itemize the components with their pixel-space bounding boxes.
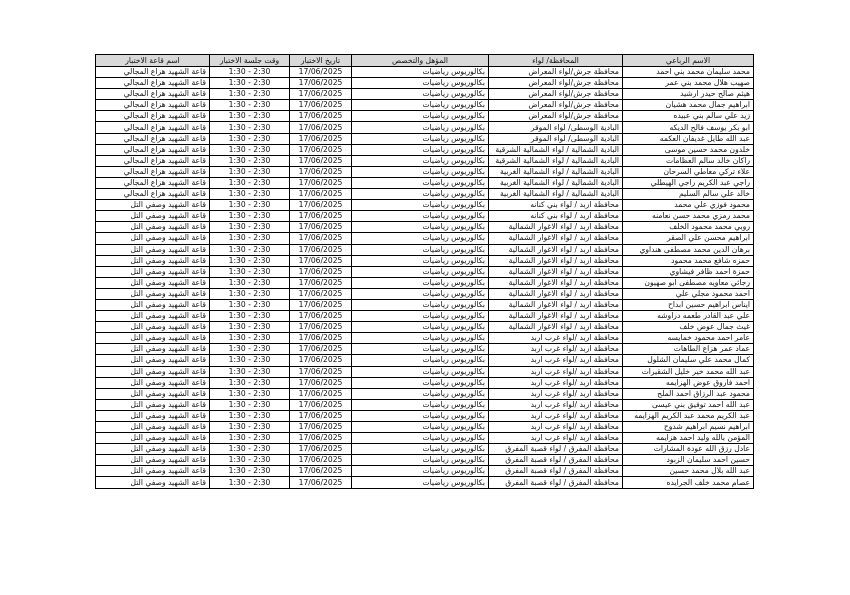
governorate-cell: محافظة اربد / لواء الاغوار الشمالية: [489, 288, 623, 299]
exam-hall-cell: قاعة الشهيد وصفي التل: [96, 355, 210, 366]
governorate-cell: محافظة اربد / لواء الاغوار الشمالية: [489, 222, 623, 233]
exam-date-cell: 17/06/2025: [290, 266, 352, 277]
exam-hall-cell: قاعة الشهيد وصفي التل: [96, 410, 210, 421]
table-row: [96, 189, 754, 200]
exam-date-cell: 17/06/2025: [290, 166, 352, 177]
full-name-cell: راجي عبد الكريم راجي الهيطلي: [623, 177, 754, 188]
full-name-cell: برهان الدين محمد مصطفى هنداوي: [623, 244, 754, 255]
exam-hall-cell: قاعة الشهيد وصفي التل: [96, 200, 210, 211]
governorate-cell: محافظة اربد / لواء الاغوار الشمالية: [489, 244, 623, 255]
exam-hall-cell: قاعة الشهيد هزاع المجالي: [96, 78, 210, 89]
governorate-cell: محافظة اربد / لواء بني كنانه: [489, 211, 623, 222]
full-name-cell: صهيب هلال محمد بني عمر: [623, 78, 754, 89]
governorate-cell: محافظة اربد /لواء غرب اربد: [489, 355, 623, 366]
session-time-cell: 2:30 - 1:30: [210, 111, 290, 122]
header-exam-date: تاريخ الاختبار: [290, 55, 352, 67]
qualification-cell: بكالوريوس رياضيات: [352, 311, 489, 322]
full-name-cell: محمد رمزي محمد حسن نعامنه: [623, 211, 754, 222]
table-row: [96, 355, 754, 366]
full-name-cell: علاء تركي معاطي السرحان: [623, 166, 754, 177]
full-name-cell: علي عبد القادر طعمه دراوشه: [623, 311, 754, 322]
table-row: [96, 233, 754, 244]
exam-date-cell: 17/06/2025: [290, 455, 352, 466]
exam-hall-cell: قاعة الشهيد وصفي التل: [96, 422, 210, 433]
governorate-cell: محافظة اربد / لواء الاغوار الشمالية: [489, 233, 623, 244]
session-time-cell: 2:30 - 1:30: [210, 277, 290, 288]
qualification-cell: بكالوريوس رياضيات: [352, 399, 489, 410]
session-time-cell: 2:30 - 1:30: [210, 422, 290, 433]
session-time-cell: 2:30 - 1:30: [210, 311, 290, 322]
exam-date-cell: 17/06/2025: [290, 355, 352, 366]
exam-date-cell: 17/06/2025: [290, 322, 352, 333]
table-row: [96, 78, 754, 89]
exam-date-cell: 17/06/2025: [290, 133, 352, 144]
table-row: [96, 100, 754, 111]
exam-hall-cell: قاعة الشهيد وصفي التل: [96, 366, 210, 377]
governorate-cell: محافظة المفرق / لواء قصبة المفرق: [489, 477, 623, 488]
table-body: [96, 67, 754, 489]
exam-date-cell: 17/06/2025: [290, 233, 352, 244]
governorate-cell: البادية الشمالية / لواء الشمالية الغربية: [489, 177, 623, 188]
full-name-cell: عبد الله طايل غديفان العكمه: [623, 133, 754, 144]
exam-hall-cell: قاعة الشهيد هزاع المجالي: [96, 155, 210, 166]
qualification-cell: بكالوريوس رياضيات: [352, 133, 489, 144]
governorate-cell: محافظة جرش/لواء المعراض: [489, 89, 623, 100]
qualification-cell: بكالوريوس رياضيات: [352, 233, 489, 244]
exam-date-cell: 17/06/2025: [290, 155, 352, 166]
qualification-cell: بكالوريوس رياضيات: [352, 433, 489, 444]
qualification-cell: بكالوريوس رياضيات: [352, 122, 489, 133]
governorate-cell: محافظة اربد / لواء الاغوار الشمالية: [489, 322, 623, 333]
exam-date-cell: 17/06/2025: [290, 333, 352, 344]
table-row: [96, 311, 754, 322]
governorate-cell: البادية الشمالية / لواء الشمالية الشرقية: [489, 144, 623, 155]
governorate-cell: البادية الوسطى/ لواء الموقر: [489, 133, 623, 144]
full-name-cell: عامر احمد محمود خمايسه: [623, 333, 754, 344]
exam-hall-cell: قاعة الشهيد وصفي التل: [96, 288, 210, 299]
exam-date-cell: 17/06/2025: [290, 410, 352, 421]
exam-date-cell: 17/06/2025: [290, 344, 352, 355]
session-time-cell: 2:30 - 1:30: [210, 166, 290, 177]
exam-hall-cell: قاعة الشهيد هزاع المجالي: [96, 67, 210, 78]
governorate-cell: محافظة اربد /لواء غرب اربد: [489, 377, 623, 388]
session-time-cell: 2:30 - 1:30: [210, 433, 290, 444]
exam-hall-cell: قاعة الشهيد هزاع المجالي: [96, 166, 210, 177]
table-row: [96, 222, 754, 233]
governorate-cell: محافظة اربد /لواء غرب اربد: [489, 333, 623, 344]
exam-hall-cell: قاعة الشهيد وصفي التل: [96, 455, 210, 466]
qualification-cell: بكالوريوس رياضيات: [352, 366, 489, 377]
full-name-cell: غيث جمال عوض خلف: [623, 322, 754, 333]
governorate-cell: محافظة اربد / لواء بني كنانه: [489, 200, 623, 211]
exam-hall-cell: قاعة الشهيد هزاع المجالي: [96, 189, 210, 200]
full-name-cell: عماد عمر هزاع الطاهات: [623, 344, 754, 355]
governorate-cell: محافظة المفرق / لواء قصبة المفرق: [489, 444, 623, 455]
governorate-cell: محافظة جرش/لواء المعراض: [489, 111, 623, 122]
session-time-cell: 2:30 - 1:30: [210, 144, 290, 155]
full-name-cell: محمود فوزي علي محمد: [623, 200, 754, 211]
table-row: [96, 333, 754, 344]
session-time-cell: 2:30 - 1:30: [210, 89, 290, 100]
full-name-cell: عبد الكريم محمد عبد الكريم الهزايمه: [623, 410, 754, 421]
governorate-cell: محافظة اربد / لواء الاغوار الشمالية: [489, 277, 623, 288]
table-row: [96, 433, 754, 444]
exam-date-cell: 17/06/2025: [290, 111, 352, 122]
governorate-cell: محافظة جرش/لواء المعراض: [489, 67, 623, 78]
exam-date-cell: 17/06/2025: [290, 433, 352, 444]
exam-date-cell: 17/06/2025: [290, 388, 352, 399]
exam-hall-cell: قاعة الشهيد وصفي التل: [96, 222, 210, 233]
session-time-cell: 2:30 - 1:30: [210, 155, 290, 166]
table-row: [96, 211, 754, 222]
exam-date-cell: 17/06/2025: [290, 288, 352, 299]
exam-schedule-table: [95, 54, 754, 489]
table-row: [96, 477, 754, 488]
full-name-cell: المؤمن بالله وليد احمد هزايمه: [623, 433, 754, 444]
exam-hall-cell: قاعة الشهيد وصفي التل: [96, 388, 210, 399]
qualification-cell: بكالوريوس رياضيات: [352, 288, 489, 299]
exam-hall-cell: قاعة الشهيد هزاع المجالي: [96, 122, 210, 133]
exam-hall-cell: قاعة الشهيد وصفي التل: [96, 311, 210, 322]
qualification-cell: بكالوريوس رياضيات: [352, 200, 489, 211]
governorate-cell: البادية الشمالية / لواء الشمالية الشرقية: [489, 155, 623, 166]
governorate-cell: محافظة جرش/لواء المعراض: [489, 78, 623, 89]
exam-hall-cell: قاعة الشهيد هزاع المجالي: [96, 133, 210, 144]
session-time-cell: 2:30 - 1:30: [210, 388, 290, 399]
exam-date-cell: 17/06/2025: [290, 222, 352, 233]
full-name-cell: محمود عبد الرزاق احمد الملح: [623, 388, 754, 399]
exam-date-cell: 17/06/2025: [290, 277, 352, 288]
exam-hall-cell: قاعة الشهيد وصفي التل: [96, 244, 210, 255]
full-name-cell: حسين احمد سليمان الزبود: [623, 455, 754, 466]
table-row: [96, 466, 754, 477]
header-exam-hall: اسم قاعة الاختبار: [96, 55, 210, 67]
session-time-cell: 2:30 - 1:30: [210, 477, 290, 488]
qualification-cell: بكالوريوس رياضيات: [352, 111, 489, 122]
full-name-cell: محمد سليمان محمد بني احمد: [623, 67, 754, 78]
governorate-cell: محافظة اربد /لواء غرب اربد: [489, 366, 623, 377]
exam-date-cell: 17/06/2025: [290, 477, 352, 488]
session-time-cell: 2:30 - 1:30: [210, 410, 290, 421]
session-time-cell: 2:30 - 1:30: [210, 67, 290, 78]
exam-hall-cell: قاعة الشهيد وصفي التل: [96, 433, 210, 444]
session-time-cell: 2:30 - 1:30: [210, 399, 290, 410]
qualification-cell: بكالوريوس رياضيات: [352, 333, 489, 344]
governorate-cell: البادية الوسطى/ لواء الموقر: [489, 122, 623, 133]
qualification-cell: بكالوريوس رياضيات: [352, 144, 489, 155]
session-time-cell: 2:30 - 1:30: [210, 266, 290, 277]
session-time-cell: 2:30 - 1:30: [210, 133, 290, 144]
governorate-cell: البادية الشمالية / لواء الشمالية الغربية: [489, 189, 623, 200]
qualification-cell: بكالوريوس رياضيات: [352, 377, 489, 388]
session-time-cell: 2:30 - 1:30: [210, 288, 290, 299]
table-row: [96, 111, 754, 122]
full-name-cell: عصام محمد خلف الجرايده: [623, 477, 754, 488]
table-row: [96, 366, 754, 377]
table-row: [96, 422, 754, 433]
governorate-cell: محافظة المفرق / لواء قصبة المفرق: [489, 455, 623, 466]
table-row: [96, 344, 754, 355]
governorate-cell: محافظة اربد / لواء الاغوار الشمالية: [489, 311, 623, 322]
session-time-cell: 2:30 - 1:30: [210, 455, 290, 466]
exam-hall-cell: قاعة الشهيد وصفي التل: [96, 322, 210, 333]
exam-date-cell: 17/06/2025: [290, 244, 352, 255]
governorate-cell: محافظة اربد / لواء الاغوار الشمالية: [489, 299, 623, 310]
qualification-cell: بكالوريوس رياضيات: [352, 266, 489, 277]
exam-date-cell: 17/06/2025: [290, 299, 352, 310]
table-row: [96, 144, 754, 155]
full-name-cell: حمزه شافع محمد محمود: [623, 255, 754, 266]
full-name-cell: هيثم صالح حيدر ارشيد: [623, 89, 754, 100]
session-time-cell: 2:30 - 1:30: [210, 366, 290, 377]
table-row: [96, 166, 754, 177]
exam-hall-cell: قاعة الشهيد هزاع المجالي: [96, 89, 210, 100]
exam-date-cell: 17/06/2025: [290, 211, 352, 222]
qualification-cell: بكالوريوس رياضيات: [352, 344, 489, 355]
governorate-cell: محافظة المفرق / لواء قصبة المفرق: [489, 466, 623, 477]
exam-hall-cell: قاعة الشهيد هزاع المجالي: [96, 111, 210, 122]
table-row: [96, 200, 754, 211]
header-full-name: الاسم الرباعي: [623, 55, 754, 67]
qualification-cell: بكالوريوس رياضيات: [352, 422, 489, 433]
full-name-cell: ابراهيم نسيم ابراهيم شدوح: [623, 422, 754, 433]
exam-date-cell: 17/06/2025: [290, 100, 352, 111]
full-name-cell: ابو بكر يوسف فالح الديكه: [623, 122, 754, 133]
exam-hall-cell: قاعة الشهيد هزاع المجالي: [96, 144, 210, 155]
header-qualification: المؤهل والتخصص: [352, 55, 489, 67]
session-time-cell: 2:30 - 1:30: [210, 78, 290, 89]
exam-date-cell: 17/06/2025: [290, 399, 352, 410]
exam-date-cell: 17/06/2025: [290, 177, 352, 188]
table-row: [96, 155, 754, 166]
table-row: [96, 244, 754, 255]
qualification-cell: بكالوريوس رياضيات: [352, 410, 489, 421]
exam-date-cell: 17/06/2025: [290, 122, 352, 133]
exam-hall-cell: قاعة الشهيد هزاع المجالي: [96, 100, 210, 111]
governorate-cell: محافظة اربد /لواء غرب اربد: [489, 410, 623, 421]
session-time-cell: 2:30 - 1:30: [210, 200, 290, 211]
session-time-cell: 2:30 - 1:30: [210, 233, 290, 244]
table-row: [96, 288, 754, 299]
session-time-cell: 2:30 - 1:30: [210, 344, 290, 355]
exam-date-cell: 17/06/2025: [290, 311, 352, 322]
session-time-cell: 2:30 - 1:30: [210, 122, 290, 133]
session-time-cell: 2:30 - 1:30: [210, 444, 290, 455]
exam-date-cell: 17/06/2025: [290, 144, 352, 155]
governorate-cell: محافظة جرش/لواء المعراض: [489, 100, 623, 111]
qualification-cell: بكالوريوس رياضيات: [352, 211, 489, 222]
governorate-cell: محافظة اربد / لواء الاغوار الشمالية: [489, 255, 623, 266]
qualification-cell: بكالوريوس رياضيات: [352, 444, 489, 455]
full-name-cell: احمد محمود مجلي علي: [623, 288, 754, 299]
table-row: [96, 455, 754, 466]
full-name-cell: حمزة احمد ظافر فيشاوي: [623, 266, 754, 277]
full-name-cell: روبي محمد محمود الخلف: [623, 222, 754, 233]
exam-date-cell: 17/06/2025: [290, 377, 352, 388]
exam-date-cell: 17/06/2025: [290, 189, 352, 200]
session-time-cell: 2:30 - 1:30: [210, 322, 290, 333]
exam-hall-cell: قاعة الشهيد وصفي التل: [96, 277, 210, 288]
session-time-cell: 2:30 - 1:30: [210, 100, 290, 111]
governorate-cell: محافظة اربد /لواء غرب اربد: [489, 422, 623, 433]
full-name-cell: رجائي معاويه مصطفى ابو صهيون: [623, 277, 754, 288]
governorate-cell: محافظة اربد / لواء الاغوار الشمالية: [489, 266, 623, 277]
full-name-cell: ابراهيم جمال محمد هشيان: [623, 100, 754, 111]
full-name-cell: عبد الله بلال محمد حسين: [623, 466, 754, 477]
exam-hall-cell: قاعة الشهيد وصفي التل: [96, 444, 210, 455]
exam-date-cell: 17/06/2025: [290, 255, 352, 266]
governorate-cell: محافظة اربد /لواء غرب اربد: [489, 433, 623, 444]
qualification-cell: بكالوريوس رياضيات: [352, 100, 489, 111]
full-name-cell: زيد علي سالم بني عبيده: [623, 111, 754, 122]
full-name-cell: احمد فاروق عوض الهزايمه: [623, 377, 754, 388]
exam-hall-cell: قاعة الشهيد وصفي التل: [96, 211, 210, 222]
session-time-cell: 2:30 - 1:30: [210, 466, 290, 477]
exam-date-cell: 17/06/2025: [290, 444, 352, 455]
header-row: [96, 55, 754, 67]
exam-hall-cell: قاعة الشهيد وصفي التل: [96, 344, 210, 355]
session-time-cell: 2:30 - 1:30: [210, 333, 290, 344]
exam-hall-cell: قاعة الشهيد وصفي التل: [96, 233, 210, 244]
table-header: [96, 55, 754, 67]
exam-hall-cell: قاعة الشهيد وصفي التل: [96, 255, 210, 266]
table-row: [96, 177, 754, 188]
qualification-cell: بكالوريوس رياضيات: [352, 322, 489, 333]
exam-hall-cell: قاعة الشهيد هزاع المجالي: [96, 177, 210, 188]
table-row: [96, 444, 754, 455]
qualification-cell: بكالوريوس رياضيات: [352, 177, 489, 188]
exam-hall-cell: قاعة الشهيد وصفي التل: [96, 333, 210, 344]
qualification-cell: بكالوريوس رياضيات: [352, 78, 489, 89]
table-row: [96, 299, 754, 310]
header-governorate: المحافظة/ لواء: [489, 55, 623, 67]
full-name-cell: عبد الله محمد خير خليل الشقيرات: [623, 366, 754, 377]
qualification-cell: بكالوريوس رياضيات: [352, 189, 489, 200]
governorate-cell: محافظة اربد /لواء غرب اربد: [489, 344, 623, 355]
session-time-cell: 2:30 - 1:30: [210, 355, 290, 366]
session-time-cell: 2:30 - 1:30: [210, 189, 290, 200]
exam-hall-cell: قاعة الشهيد وصفي التل: [96, 466, 210, 477]
qualification-cell: بكالوريوس رياضيات: [352, 477, 489, 488]
table-row: [96, 266, 754, 277]
qualification-cell: بكالوريوس رياضيات: [352, 155, 489, 166]
qualification-cell: بكالوريوس رياضيات: [352, 388, 489, 399]
full-name-cell: عبد الله احمد توفيق بني عيسى: [623, 399, 754, 410]
qualification-cell: بكالوريوس رياضيات: [352, 277, 489, 288]
table-row: [96, 388, 754, 399]
exam-hall-cell: قاعة الشهيد وصفي التل: [96, 477, 210, 488]
governorate-cell: البادية الشمالية / لواء الشمالية الغربية: [489, 166, 623, 177]
session-time-cell: 2:30 - 1:30: [210, 177, 290, 188]
table-row: [96, 89, 754, 100]
exam-date-cell: 17/06/2025: [290, 89, 352, 100]
full-name-cell: كمال محمد علي سليمان الشلول: [623, 355, 754, 366]
qualification-cell: بكالوريوس رياضيات: [352, 244, 489, 255]
full-name-cell: ابراهيم محسن علي الصقر: [623, 233, 754, 244]
session-time-cell: 2:30 - 1:30: [210, 222, 290, 233]
exam-hall-cell: قاعة الشهيد وصفي التل: [96, 266, 210, 277]
full-name-cell: عادل رزق الله عودة المشارات: [623, 444, 754, 455]
exam-date-cell: 17/06/2025: [290, 422, 352, 433]
session-time-cell: 2:30 - 1:30: [210, 255, 290, 266]
exam-date-cell: 17/06/2025: [290, 200, 352, 211]
exam-date-cell: 17/06/2025: [290, 466, 352, 477]
full-name-cell: ايناس ابراهيم حسين ابداح: [623, 299, 754, 310]
governorate-cell: محافظة اربد /لواء غرب اربد: [489, 388, 623, 399]
governorate-cell: محافظة اربد /لواء غرب اربد: [489, 399, 623, 410]
table-row: [96, 67, 754, 78]
qualification-cell: بكالوريوس رياضيات: [352, 166, 489, 177]
exam-hall-cell: قاعة الشهيد وصفي التل: [96, 399, 210, 410]
session-time-cell: 2:30 - 1:30: [210, 377, 290, 388]
table-row: [96, 322, 754, 333]
exam-date-cell: 17/06/2025: [290, 67, 352, 78]
exam-hall-cell: قاعة الشهيد وصفي التل: [96, 377, 210, 388]
session-time-cell: 2:30 - 1:30: [210, 299, 290, 310]
qualification-cell: بكالوريوس رياضيات: [352, 89, 489, 100]
table-row: [96, 122, 754, 133]
qualification-cell: بكالوريوس رياضيات: [352, 466, 489, 477]
header-session-time: وقت جلسة الاختبار: [210, 55, 290, 67]
exam-hall-cell: قاعة الشهيد وصفي التل: [96, 299, 210, 310]
full-name-cell: خلدون محمد حسين موسى: [623, 144, 754, 155]
table-row: [96, 410, 754, 421]
qualification-cell: بكالوريوس رياضيات: [352, 255, 489, 266]
table-row: [96, 133, 754, 144]
full-name-cell: راكان خالد سالم العظامات: [623, 155, 754, 166]
table-row: [96, 377, 754, 388]
session-time-cell: 2:30 - 1:30: [210, 211, 290, 222]
exam-date-cell: 17/06/2025: [290, 78, 352, 89]
qualification-cell: بكالوريوس رياضيات: [352, 67, 489, 78]
table-row: [96, 399, 754, 410]
qualification-cell: بكالوريوس رياضيات: [352, 355, 489, 366]
full-name-cell: خالد علي سالم السليم: [623, 189, 754, 200]
qualification-cell: بكالوريوس رياضيات: [352, 455, 489, 466]
exam-date-cell: 17/06/2025: [290, 366, 352, 377]
qualification-cell: بكالوريوس رياضيات: [352, 299, 489, 310]
table-row: [96, 277, 754, 288]
session-time-cell: 2:30 - 1:30: [210, 244, 290, 255]
qualification-cell: بكالوريوس رياضيات: [352, 222, 489, 233]
table-row: [96, 255, 754, 266]
